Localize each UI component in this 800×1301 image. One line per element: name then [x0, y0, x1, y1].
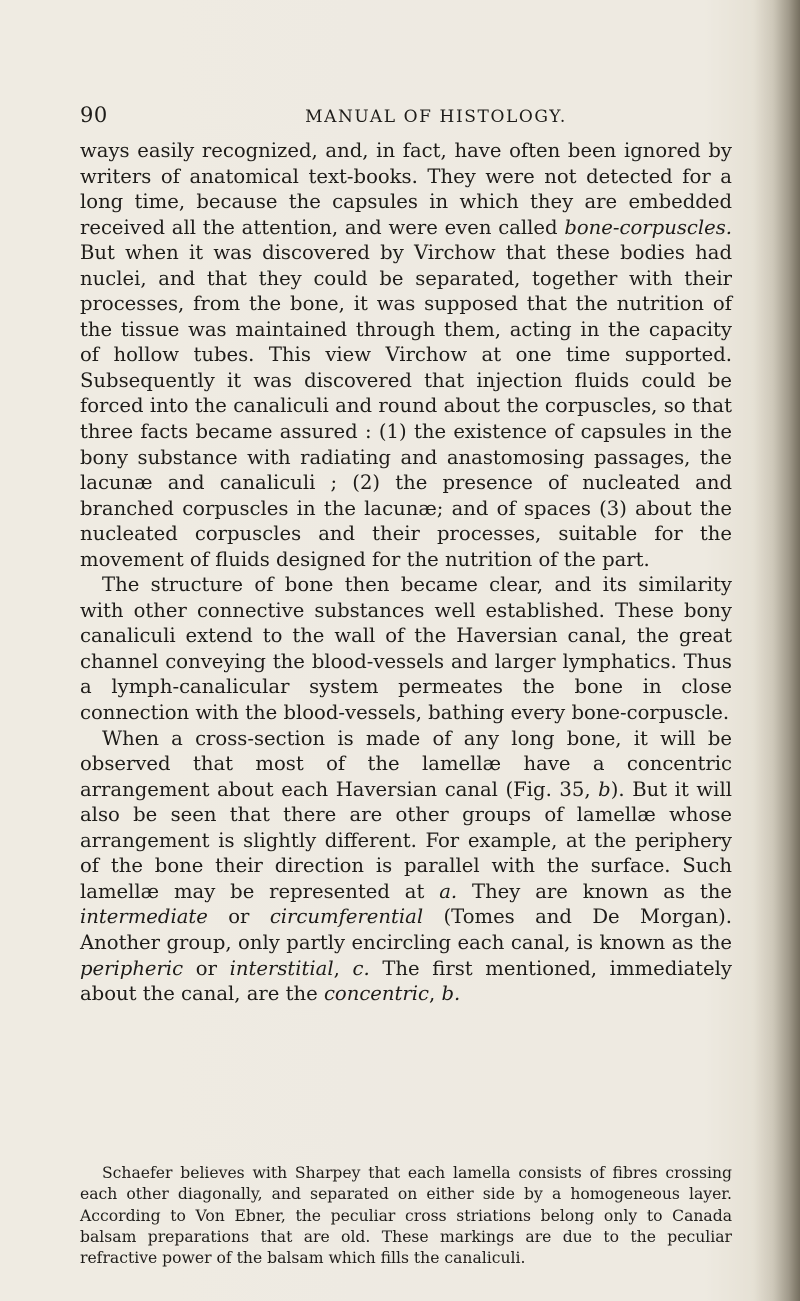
paragraph: The structure of bone then became clear, and its similarity with other connective substances well established. These bony canaliculi extend to the wall of the Haversian canal, the great channel conveying the blood-vessels and larger lymphatics. Thus a lymph-canalicular system permeates the bone in close connection with the blood-vessels, bathing every bone-corpuscle.: [80, 573, 732, 725]
term: circumferential: [269, 905, 424, 929]
figure-letter: c.: [352, 956, 370, 980]
running-head: MANUAL OF HISTOLOGY.: [305, 107, 567, 127]
paragraph: When a cross-section is made of any long bone, it will be observed that most of the lamellæ have a concentric arrangement about each Haversian canal (Fig. 35, b). But it will also be seen that there are other groups of lamellæ whose arrangement is slightly different. For example, at the periphery of the bone their direction is parallel with the surface. Such lamellæ may be represented at a. They are known as the intermediate or circumferential (Tomes and De Morgan). Another group, only partly encircling each canal, is known as the peripheric or interstitial, c. The first mentioned, immediately about the canal, are the concentric, b.: [80, 726, 732, 1006]
figure-letter: b: [598, 777, 611, 801]
term: peripheric: [80, 956, 184, 980]
figure-letter: a.: [439, 879, 458, 903]
body-text: [80, 138, 732, 1007]
term: intermediate: [80, 905, 208, 929]
term: interstitial: [229, 956, 334, 980]
page-header: [80, 103, 730, 133]
page-number: 90: [80, 103, 108, 127]
term: concentric: [323, 982, 429, 1006]
page-edge-shadow: [754, 0, 800, 1301]
paragraph: ways easily recognized, and, in fact, have often been ignored by writers of anatomical text-books. They were not detected for a long time, because the capsules in which they are embedded received all the attention, and were even called bone-corpuscles. But when it was discovered by Virchow that these bodies had nuclei, and that they could be separated, together with their processes, from the bone, it was supposed that the nutrition of the tissue was maintained through them, acting in the capacity of hollow tubes. This view Virchow at one time supported. Subsequently it was discovered that injection fluids could be forced into the canaliculi and round about the corpuscles, so that three facts became assured : (1) the existence of capsules in the bony substance with radiating and anastomosing passages, the lacunæ and canaliculi ; (2) the presence of nucleated and branched corpuscles in the lacunæ; and of spaces (3) about the nucleated corpuscles and their processes, suitable for the movement of fluids designed for the nutrition of the part.: [80, 139, 732, 571]
figure-letter: b.: [441, 982, 461, 1006]
footnote: [80, 1163, 732, 1269]
term: bone-corpuscles.: [564, 215, 732, 239]
footnote-text: Schaefer believes with Sharpey that each lamella consists of fibres crossing each other diagonally, and separated on either side by a homogeneous layer. According to Von Ebner, the peculiar cross striations belong only to Canada balsam preparations that are old. These markings are due to the peculiar refractive power of the balsam which fills the canaliculi.: [80, 1164, 732, 1268]
